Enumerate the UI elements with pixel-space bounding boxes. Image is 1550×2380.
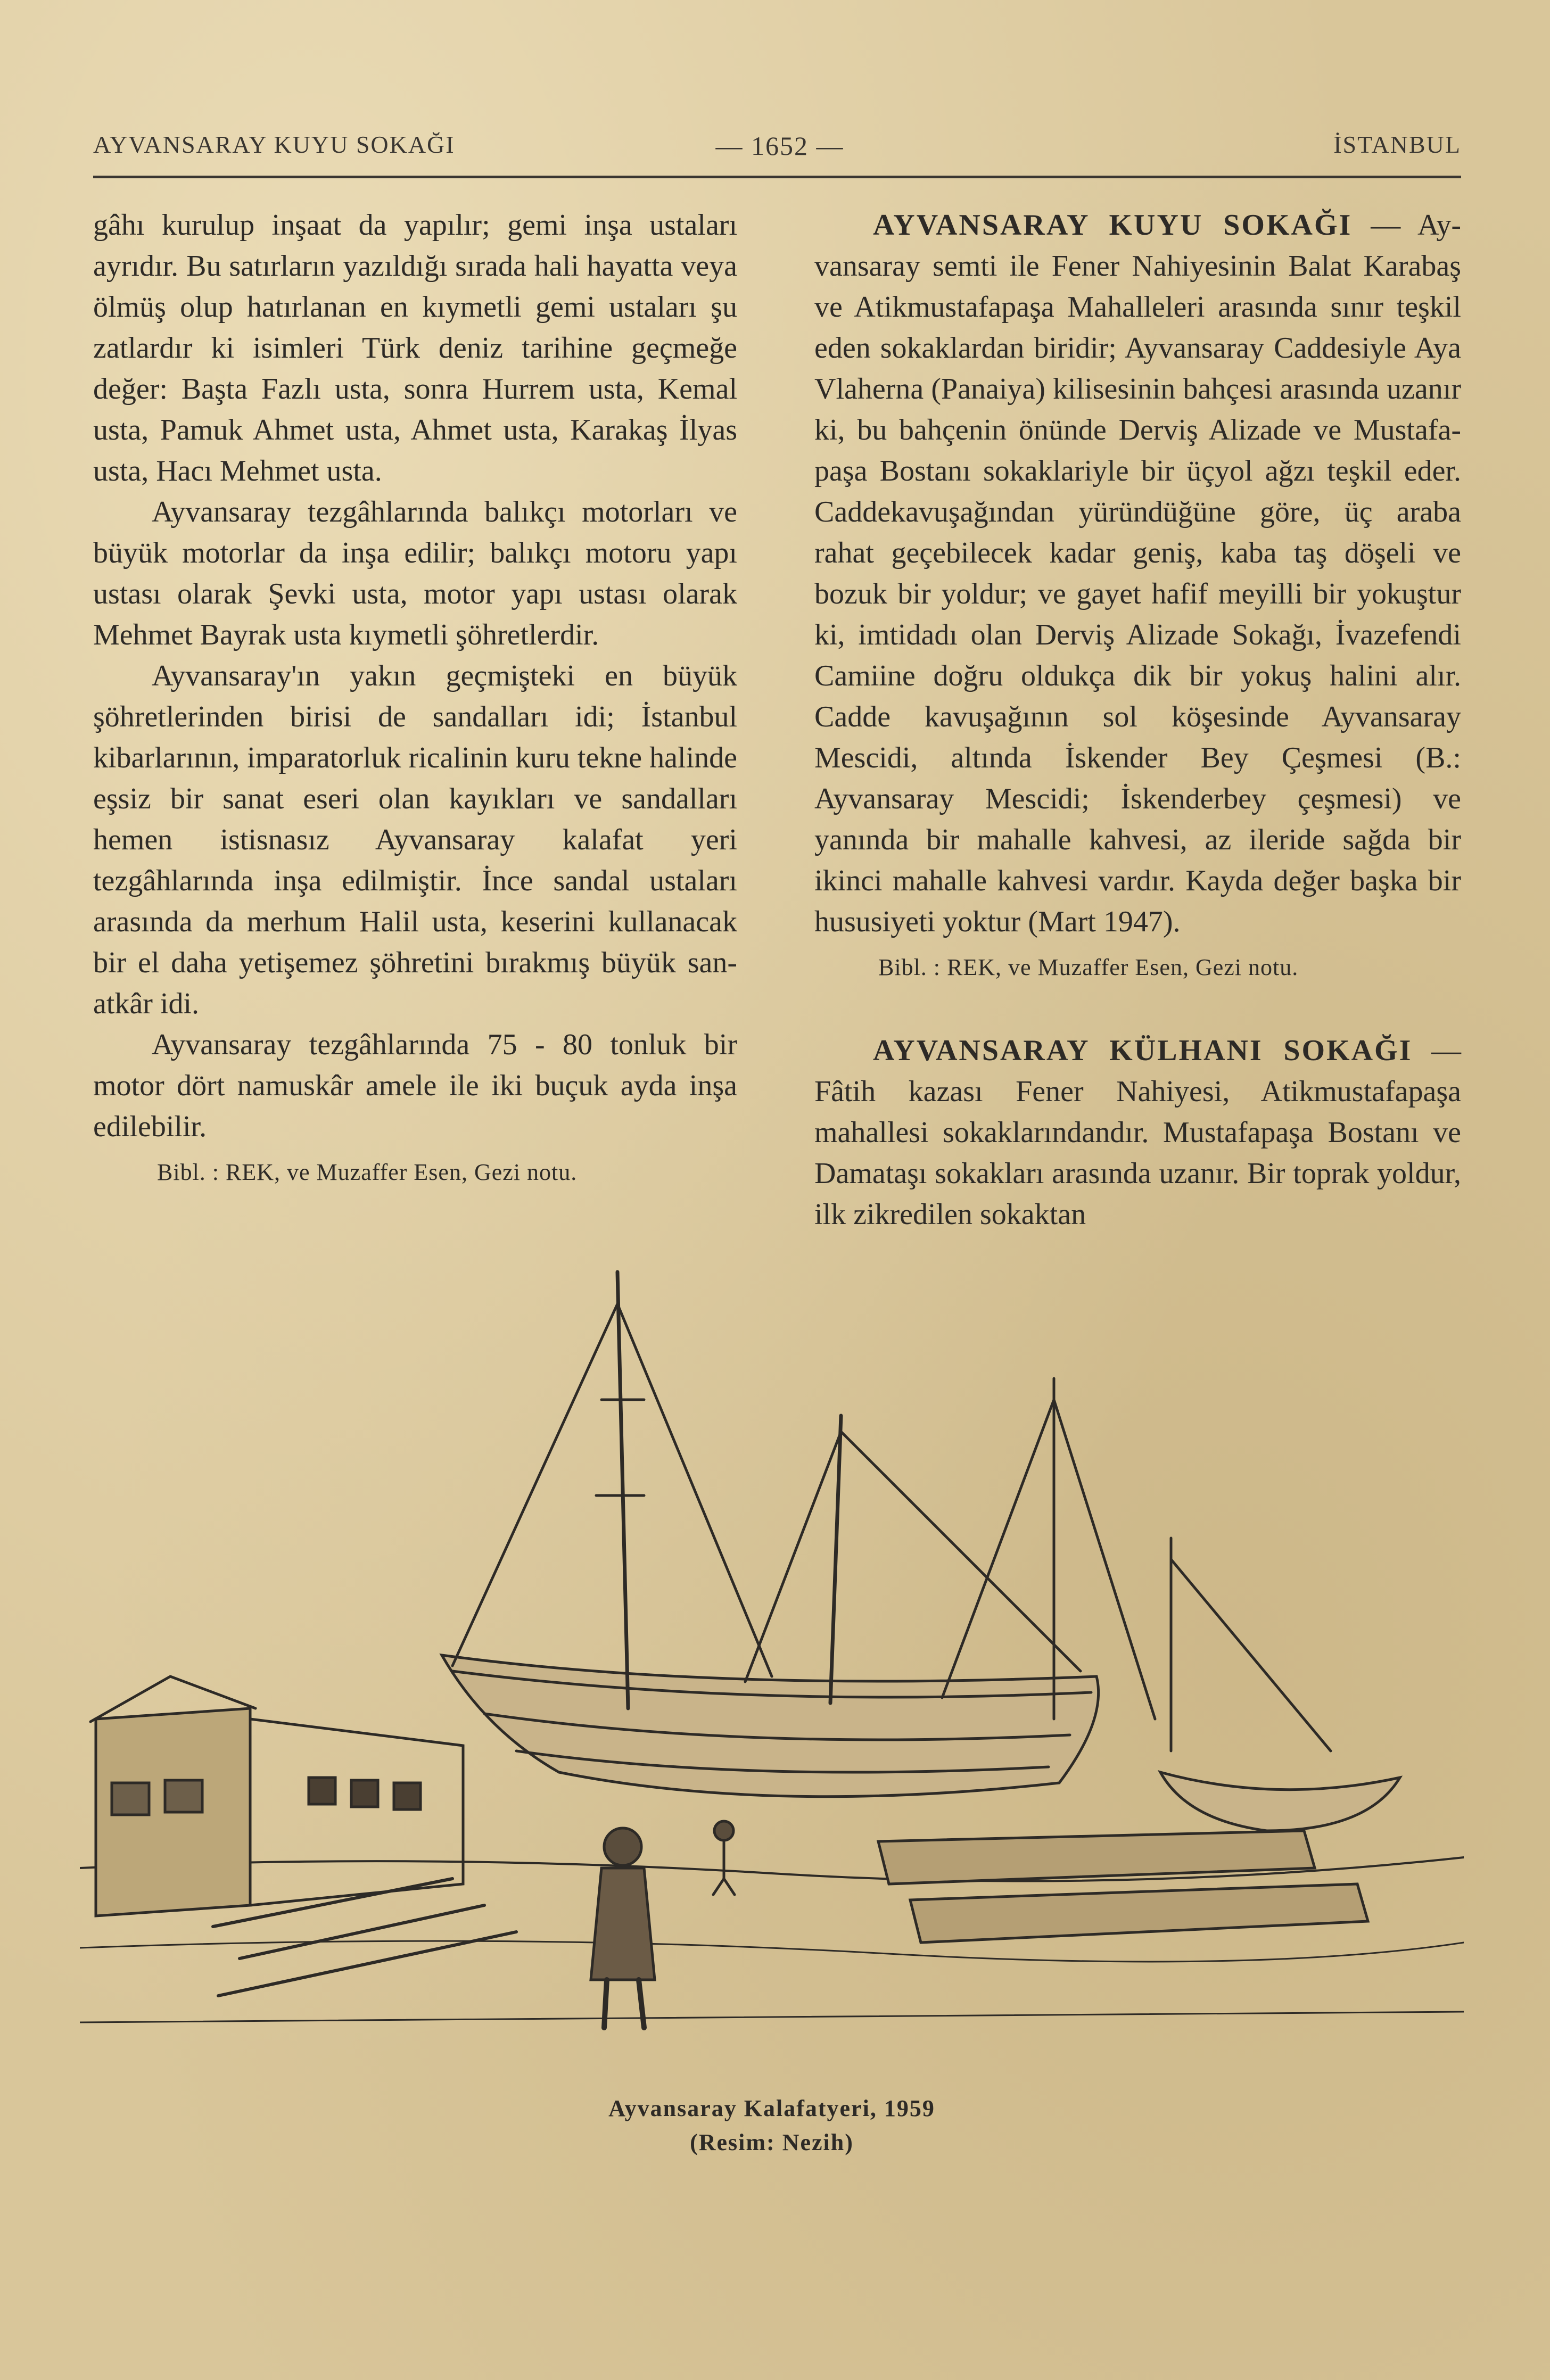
header-book-title: İSTANBUL: [1333, 131, 1461, 158]
right-bibliography: Bibl. : REK, ve Muzaffer Esen, Gezi notu.: [878, 954, 1299, 980]
left-paragraph-1: gâhı kurulup inşaat da yapılır; gemi inşa ustaları ayrıdır. Bu satırların yazıldığı sırada hali hayatta veya ölmüş olup hatırlanan en kıymetli gemi ustaları şu zatlardır ki isimleri Türk deniz tarihine geçmeğe değer: Başta Fazlı usta, sonra Hurrem usta, Kemal usta, Pamuk Ahmet usta, Ahmet usta, Karakaş İlyas usta, Hacı Mehmet usta.: [93, 209, 737, 487]
header-rule: [93, 176, 1461, 178]
right-column: [814, 205, 1461, 1235]
left-bibliography: Bibl. : REK, ve Muzaffer Esen, Gezi notu.: [157, 1159, 578, 1185]
entry-kulhani-sokagi: [814, 1030, 1461, 1235]
entry-kuyu-body: — Ayvansaray semti ile Fener Nahiyesinin Balat Karabaş ve Atikmustafapaşa Mahalleleri arasında sınır teşkil eden sokaklardan biridir; Ayvansaray Caddesiyle Aya Vlaherna (Panaiya) kilisesinin bahçesi arasında uzanır ki, bu bahçenin önünde Derviş Alizade ve Mustafapaşa Bostanı sokaklariyle bir üçyol ağzı teşkil eder. Caddekavuşağından yüründüğüne göre, üç araba rahat geçebilecek kadar geniş, kaba taş döşeli ve bozuk bir yoldur; ve gayet hafif meyilli bir yokuştur ki, imtidadı olan Derviş Alizade Sokağı, İvazefendi Camiine doğru oldukça dik bir yokuş halini alır. Cadde kavuşağının sol köşesinde Ayvansaray Mescidi, altında İskender Bey Çeşmesi (B.: Ayvansaray Mescidi; İskenderbey çeşmesi) ve yanında bir mahalle kahvesi, az ileride sağda bir ikinci mahalle kahvesi vardır. Kayda değer başka bir hususiyeti yoktur (Mart 1947).: [814, 209, 1461, 938]
left-paragraph-4: Ayvansaray tezgâhlarında 75 - 80 tonluk bir motor dört namuskâr amele ile iki buçuk ayda inşa edilebilir.: [93, 1028, 737, 1143]
caption-title: Ayvansaray Kalafatyeri, 1959: [608, 2095, 935, 2121]
caption-credit: (Resim: Nezih): [690, 2129, 854, 2155]
page-number: — 1652 —: [715, 131, 844, 161]
entry-kuyu-title: AYVANSARAY KUYU SOKAĞI: [873, 209, 1353, 242]
left-column: [93, 205, 737, 1193]
left-paragraph-3: Ayvansaray'ın yakın geçmişteki en büyük şöhretlerinden birisi de sandalları idi; İstanbul kibarlarının, imparatorluk ricalinin kuru tekne halinde eşsiz bir sanat eseri olan kayıkları ve sandalları hemen istisnasız Ayvansaray kalafat yeri tezgâhlarında inşa edilmiştir. İnce sandal ustaları arasında da merhum Halil usta, keserini kullanacak bir el daha yetişemez şöhretini bırakmış büyük sanatkâr idi.: [93, 659, 737, 1020]
shipyard-illustration: [80, 1240, 1464, 2070]
entry-kulhani-body: — Fâtih kazası Fener Nahiyesi, Atikmustafapaşa mahallesi sokaklarındandır. Mustafapaşa Bostanı ve Damataşı sokakları arasında uzanır. Bir toprak yoldur, ilk zikredilen sokaktan: [814, 1034, 1461, 1231]
figure-caption: [532, 2092, 1011, 2160]
left-paragraph-2: Ayvansaray tezgâhlarında balıkçı motorları ve büyük motorlar da inşa edilir; balıkçı motoru yapı ustası olarak Şevki usta, motor yapı ustası olarak Mehmet Bayrak usta kıymetli şöhretlerdir.: [93, 495, 737, 651]
running-header: [93, 130, 1461, 173]
entry-kulhani-title: AYVANSARAY KÜLHANI SOKAĞI: [873, 1034, 1413, 1067]
entry-kuyu-sokagi: [814, 205, 1461, 943]
header-entry-title: AYVANSARAY KUYU SOKAĞI: [93, 131, 455, 158]
